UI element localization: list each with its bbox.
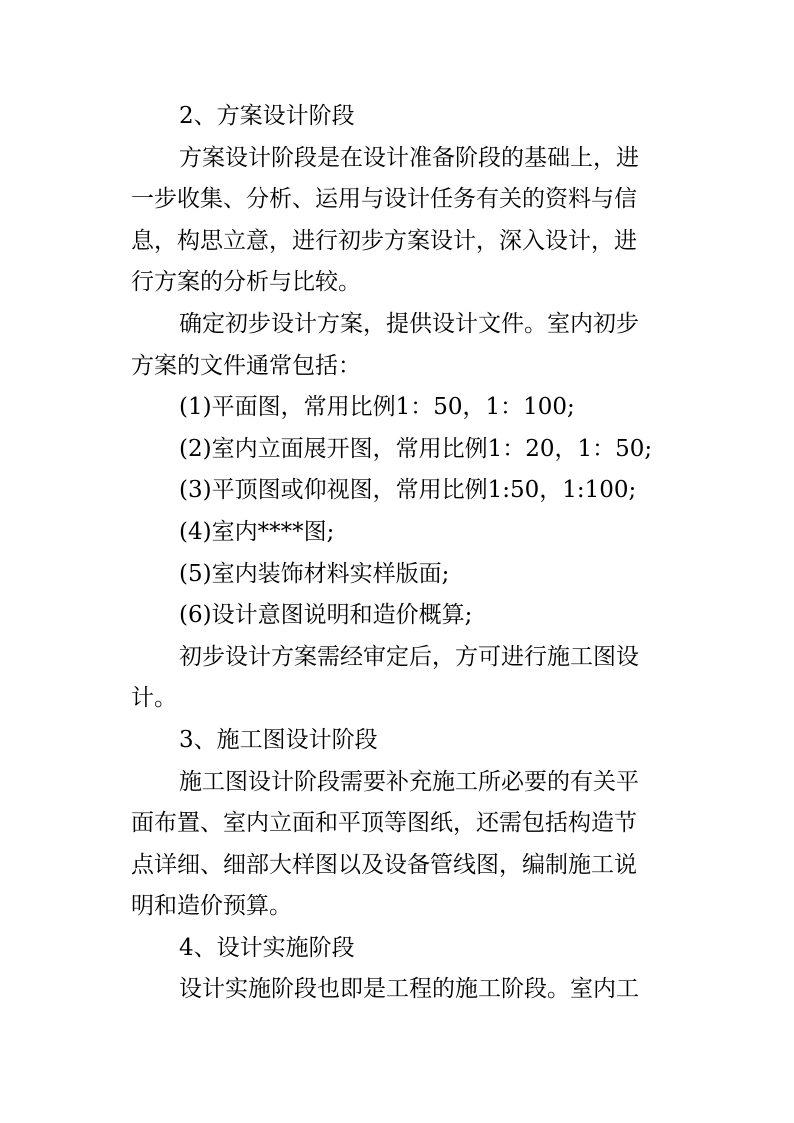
paragraph-line: 设计实施阶段也即是工程的施工阶段。室内工: [179, 976, 639, 1003]
list-item: (2)室内立面展开图，常用比例1：20，1：50;: [179, 435, 653, 462]
paragraph-line: 施工图设计阶段需要补充施工所必要的有关平: [179, 768, 639, 795]
list-item: (4)室内****图;: [179, 518, 335, 545]
paragraph-line: 点详细、细部大样图以及设备管线图，编制施工说: [131, 851, 637, 878]
section-heading: 2、方案设计阶段: [179, 103, 355, 129]
paragraph-line: 息，构思立意，进行初步方案设计，深入设计，进: [131, 227, 637, 254]
section-heading: 4、设计实施阶段: [179, 934, 355, 961]
list-item: (6)设计意图说明和造价概算;: [179, 602, 473, 629]
paragraph-line: 计。: [131, 685, 177, 712]
paragraph-line: 一步收集、分析、运用与设计任务有关的资料与信: [131, 186, 637, 213]
paragraph-line: 方案设计阶段是在设计准备阶段的基础上，进: [179, 144, 639, 171]
paragraph-line: 方案的文件通常包括：: [131, 352, 361, 379]
paragraph-line: 初步设计方案需经审定后，方可进行施工图设: [179, 643, 639, 670]
list-item: (1)平面图，常用比例1：50，1：100;: [179, 394, 575, 421]
paragraph-line: 行方案的分析与比较。: [131, 269, 361, 296]
list-item: (5)室内装饰材料实样版面;: [179, 560, 450, 587]
list-item: (3)平顶图或仰视图，常用比例1:50，1:100;: [179, 477, 637, 504]
paragraph-line: 确定初步设计方案，提供设计文件。室内初步: [179, 310, 639, 337]
document-body: [131, 96, 671, 1011]
section-heading: 3、施工图设计阶段: [179, 726, 378, 753]
paragraph-line: 明和造价预算。: [131, 893, 292, 920]
paragraph-line: 面布置、室内立面和平顶等图纸，还需包括构造节: [131, 810, 637, 837]
